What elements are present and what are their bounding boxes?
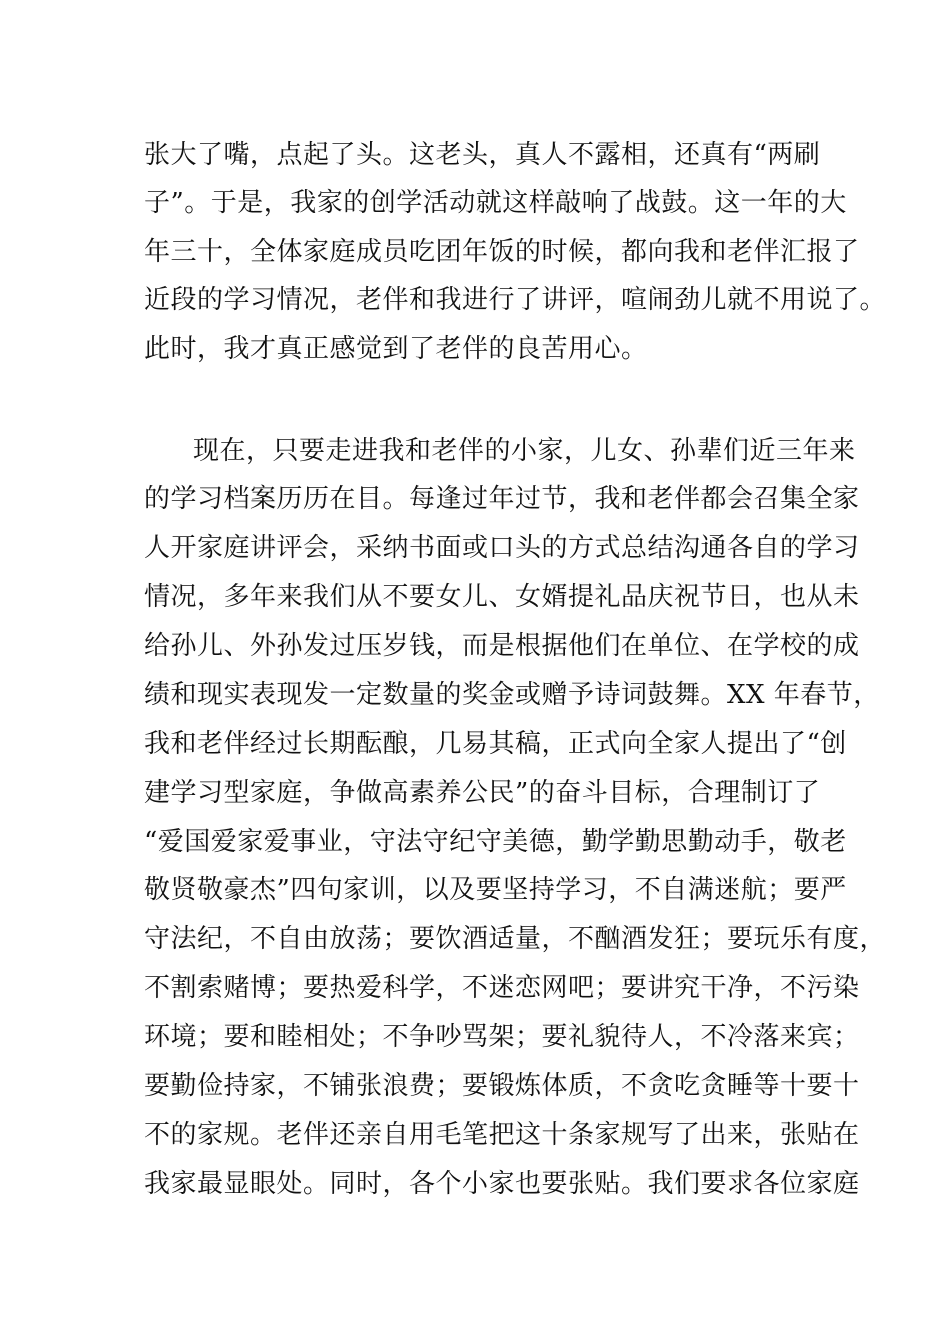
paragraph-1-line-3: 年三十，全体家庭成员吃团年饭的时候，都向我和老伴汇报了 <box>144 237 860 267</box>
paragraph-1-line-2: 子”。于是，我家的创学活动就这样敲响了战鼓。这一年的大 <box>144 188 847 218</box>
paragraph-2-line-2: 的学习档案历历在目。每逢过年过节，我和老伴都会召集全家 <box>144 484 860 514</box>
paragraph-2-line-5: 给孙儿、外孙发过压岁钱，而是根据他们在单位、在学校的成 <box>144 631 860 661</box>
paragraph-2-line-12: 不割索赌博；要热爱科学，不迷恋网吧；要讲究干净，不污染 <box>144 973 860 1003</box>
paragraph-2-line-4: 情况，多年来我们从不要女儿、女婿提礼品庆祝节日，也从未 <box>144 582 860 612</box>
paragraph-2-line-1: 现在，只要走进我和老伴的小家，儿女、孙辈们近三年来 <box>193 436 856 466</box>
paragraph-2-line-8: 建学习型家庭，争做高素养公民”的奋斗目标，合理制订了 <box>144 778 821 808</box>
paragraph-2-line-16: 我家最显眼处。同时，各个小家也要张贴。我们要求各位家庭 <box>144 1169 860 1199</box>
paragraph-2-line-14: 要勤俭持家，不铺张浪费；要锻炼体质，不贪吃贪睡等十要十 <box>144 1071 860 1101</box>
paragraph-2-line-3: 人开家庭讲评会，采纳书面或口头的方式总结沟通各自的学习 <box>144 533 860 563</box>
paragraph-2-line-10: 敬贤敬豪杰”四句家训，以及要坚持学习，不自满迷航；要严 <box>144 875 847 905</box>
paragraph-1-line-1: 张大了嘴，点起了头。这老头，真人不露相，还真有“两刷 <box>144 140 821 170</box>
paragraph-1-line-4: 近段的学习情况，老伴和我进行了讲评，喧闹劲儿就不用说了。 <box>144 285 887 315</box>
paragraph-2-line-6: 绩和现实表现发一定数量的奖金或赠予诗词鼓舞。XX 年春节， <box>144 680 880 710</box>
paragraph-2-line-13: 环境；要和睦相处；不争吵骂架；要礼貌待人，不冷落来宾； <box>144 1022 860 1052</box>
paragraph-2-line-11: 守法纪，不自由放荡；要饮酒适量，不酗酒发狂；要玩乐有度， <box>144 924 887 954</box>
paragraph-2-line-9: “爱国爱家爱事业，守法守纪守美德，勤学勤思勤动手，敬老 <box>144 827 847 857</box>
paragraph-2-line-15: 不的家规。老伴还亲自用毛笔把这十条家规写了出来，张贴在 <box>144 1120 860 1150</box>
paragraph-2-line-7: 我和老伴经过长期酝酿，几易其稿，正式向全家人提出了“创 <box>144 729 847 759</box>
paragraph-1-line-5: 此时，我才真正感觉到了老伴的良苦用心。 <box>144 334 648 364</box>
